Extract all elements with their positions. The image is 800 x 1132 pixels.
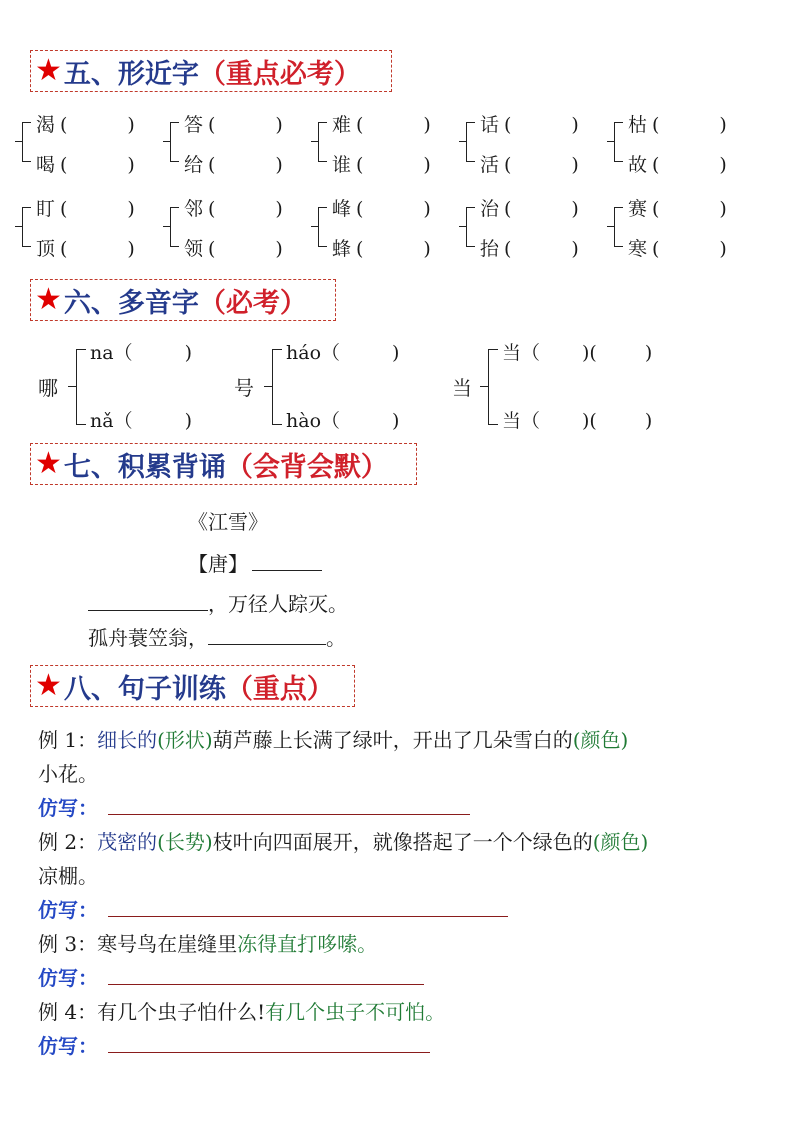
imitate-line-3	[38, 962, 424, 991]
open-paren: (	[652, 114, 660, 136]
open-paren: (	[208, 114, 216, 136]
imitate-line-2	[38, 894, 508, 923]
pinyin: háo（	[286, 342, 341, 364]
brace	[614, 207, 625, 247]
poly-reading-1	[286, 338, 399, 365]
char: 活	[480, 154, 500, 176]
brace	[466, 122, 477, 162]
poem-line-1	[88, 588, 348, 617]
section-tag: （必考）	[198, 287, 307, 319]
char: 当（	[502, 342, 541, 364]
imitate-blank[interactable]	[108, 898, 508, 917]
open-paren: (	[504, 238, 512, 260]
example-text: 寒号鸟在崖缝里	[97, 932, 238, 956]
pinyin: hào（	[286, 410, 341, 432]
author-blank[interactable]	[252, 550, 322, 571]
char: 答	[184, 114, 204, 136]
similar-char-item	[332, 110, 431, 137]
section-header-sentence-training	[30, 665, 355, 707]
paren-pair: )(	[582, 410, 597, 432]
brace	[76, 349, 87, 425]
similar-char-item	[184, 234, 283, 261]
close-paren: )	[571, 154, 579, 176]
open-paren: (	[60, 198, 68, 220]
poly-reading-2	[286, 406, 399, 433]
similar-char-item	[628, 234, 727, 261]
section-header-polyphonic	[30, 279, 336, 321]
char: 难	[332, 114, 352, 136]
pinyin: na（	[90, 342, 133, 364]
similar-char-item	[184, 194, 283, 221]
poem-text: ，万径人踪灭。	[208, 592, 348, 616]
close-paren: )	[571, 238, 579, 260]
brace	[466, 207, 477, 247]
open-paren: (	[208, 154, 216, 176]
open-paren: (	[60, 238, 68, 260]
brace	[614, 122, 625, 162]
example-label: 例 2：	[38, 830, 98, 854]
imitate-label: 仿写：	[38, 898, 98, 922]
example-label: 例 4：	[38, 1000, 98, 1024]
char: 谁	[332, 154, 352, 176]
close-paren: )	[184, 410, 192, 432]
char: 治	[480, 198, 500, 220]
poly-char: 号	[234, 376, 254, 400]
open-paren: (	[356, 238, 364, 260]
close-paren: )	[719, 198, 727, 220]
char: 顶	[36, 238, 56, 260]
close-paren: )	[423, 114, 431, 136]
section-tag: （重点必考）	[198, 58, 361, 90]
char: 峰	[332, 198, 352, 220]
pinyin: nǎ（	[90, 410, 133, 432]
poem-text: 。	[326, 626, 346, 650]
close-paren: )	[719, 238, 727, 260]
open-paren: (	[356, 114, 364, 136]
close-paren: )	[392, 410, 400, 432]
star-icon: ★	[35, 668, 62, 703]
open-paren: (	[504, 154, 512, 176]
imitate-blank[interactable]	[108, 796, 470, 815]
example-hint: (颜色)	[592, 830, 649, 854]
poly-char: 哪	[38, 376, 58, 400]
similar-char-item	[36, 194, 135, 221]
example-1-continuation: 小花。	[38, 762, 98, 786]
similar-char-item	[332, 150, 431, 177]
similar-char-item	[480, 150, 579, 177]
poem-line-2	[88, 622, 346, 651]
brace	[318, 122, 329, 162]
char: 渴	[36, 114, 56, 136]
similar-char-item	[332, 194, 431, 221]
close-paren: )	[127, 154, 135, 176]
char: 领	[184, 238, 204, 260]
example-hint: (长势)	[157, 830, 213, 854]
open-paren: (	[356, 198, 364, 220]
imitate-label: 仿写：	[38, 966, 98, 990]
example-text: 有几个虫子怕什么!	[97, 1000, 266, 1024]
similar-char-item	[628, 150, 727, 177]
close-paren: )	[719, 114, 727, 136]
example-text: 茂密的	[97, 830, 158, 854]
char: 寒	[628, 238, 648, 260]
star-icon: ★	[35, 282, 62, 317]
dynasty: 【唐】	[188, 552, 248, 576]
example-hint: (形状)	[157, 728, 213, 752]
close-paren: )	[571, 114, 579, 136]
similar-char-item	[480, 234, 579, 261]
open-paren: (	[60, 114, 68, 136]
paren-pair: )(	[582, 342, 597, 364]
poem-text: 孤舟蓑笠翁，	[88, 626, 208, 650]
example-label: 例 3：	[38, 932, 98, 956]
close-paren: )	[275, 154, 283, 176]
open-paren: (	[208, 238, 216, 260]
similar-char-item	[628, 194, 727, 221]
char: 盯	[36, 198, 56, 220]
poly-char: 当	[452, 376, 472, 400]
open-paren: (	[504, 198, 512, 220]
imitate-line-1	[38, 792, 470, 821]
poly-reading-1	[90, 338, 192, 365]
char: 给	[184, 154, 204, 176]
close-paren: )	[644, 342, 653, 364]
section-tag: （会背会默）	[225, 451, 388, 483]
imitate-line-4	[38, 1030, 430, 1059]
example-text: 细长的	[97, 728, 158, 752]
similar-char-item	[36, 150, 135, 177]
char: 赛	[628, 198, 648, 220]
poem-blank[interactable]	[88, 590, 208, 611]
poem-blank[interactable]	[208, 624, 326, 645]
poly-reading-1	[502, 338, 652, 365]
similar-char-item	[480, 194, 579, 221]
open-paren: (	[208, 198, 216, 220]
char: 抬	[480, 238, 500, 260]
similar-char-item	[332, 234, 431, 261]
similar-char-item	[184, 110, 283, 137]
example-label: 例 1：	[38, 728, 98, 752]
brace	[170, 207, 181, 247]
example-2	[38, 826, 648, 855]
open-paren: (	[652, 154, 660, 176]
example-3	[38, 928, 377, 957]
example-1	[38, 724, 628, 753]
close-paren: )	[275, 198, 283, 220]
example-hint: (颜色)	[572, 728, 629, 752]
imitate-blank[interactable]	[108, 966, 424, 985]
poly-reading-2	[502, 406, 652, 433]
example-2-continuation: 凉棚。	[38, 864, 98, 888]
close-paren: )	[571, 198, 579, 220]
poly-reading-2	[90, 406, 192, 433]
char: 邻	[184, 198, 204, 220]
close-paren: )	[275, 238, 283, 260]
brace	[170, 122, 181, 162]
similar-char-item	[36, 110, 135, 137]
imitate-label: 仿写：	[38, 1034, 98, 1058]
section-tag: （重点）	[225, 673, 334, 705]
section-title: 八、句子训练	[63, 673, 226, 705]
char: 故	[628, 154, 648, 176]
example-text: 枝叶向四面展开，就像搭起了一个个绿色的	[212, 830, 593, 854]
close-paren: )	[392, 342, 400, 364]
section-title: 六、多音字	[63, 287, 199, 319]
char: 喝	[36, 154, 56, 176]
example-text: 葫芦藤上长满了绿叶，开出了几朵雪白的	[212, 728, 573, 752]
poem-title: 《江雪》	[188, 510, 268, 534]
imitate-blank[interactable]	[108, 1034, 430, 1053]
example-hint: 冻得直打哆嗦。	[237, 932, 378, 956]
close-paren: )	[423, 198, 431, 220]
section-title: 七、积累背诵	[63, 451, 226, 483]
char: 枯	[628, 114, 648, 136]
close-paren: )	[423, 238, 431, 260]
char: 话	[480, 114, 500, 136]
open-paren: (	[652, 238, 660, 260]
similar-char-item	[480, 110, 579, 137]
open-paren: (	[60, 154, 68, 176]
similar-char-item	[184, 150, 283, 177]
close-paren: )	[184, 342, 192, 364]
similar-char-item	[628, 110, 727, 137]
char: 蜂	[332, 238, 352, 260]
close-paren: )	[127, 114, 135, 136]
open-paren: (	[652, 198, 660, 220]
section-header-similar-chars	[30, 50, 392, 92]
imitate-label: 仿写：	[38, 796, 98, 820]
close-paren: )	[719, 154, 727, 176]
section-title: 五、形近字	[63, 58, 199, 90]
section-header-recitation	[30, 443, 417, 485]
close-paren: )	[423, 154, 431, 176]
brace	[272, 349, 283, 425]
brace	[22, 122, 33, 162]
close-paren: )	[644, 410, 653, 432]
similar-char-item	[36, 234, 135, 261]
brace	[22, 207, 33, 247]
open-paren: (	[356, 154, 364, 176]
brace	[318, 207, 329, 247]
close-paren: )	[275, 114, 283, 136]
char: 当（	[502, 410, 541, 432]
example-4	[38, 996, 445, 1025]
close-paren: )	[127, 198, 135, 220]
brace	[488, 349, 499, 425]
example-hint: 有几个虫子不可怕。	[265, 1000, 446, 1024]
star-icon: ★	[35, 446, 62, 481]
close-paren: )	[127, 238, 135, 260]
poem-author-line	[188, 548, 322, 577]
star-icon: ★	[35, 53, 62, 88]
open-paren: (	[504, 114, 512, 136]
